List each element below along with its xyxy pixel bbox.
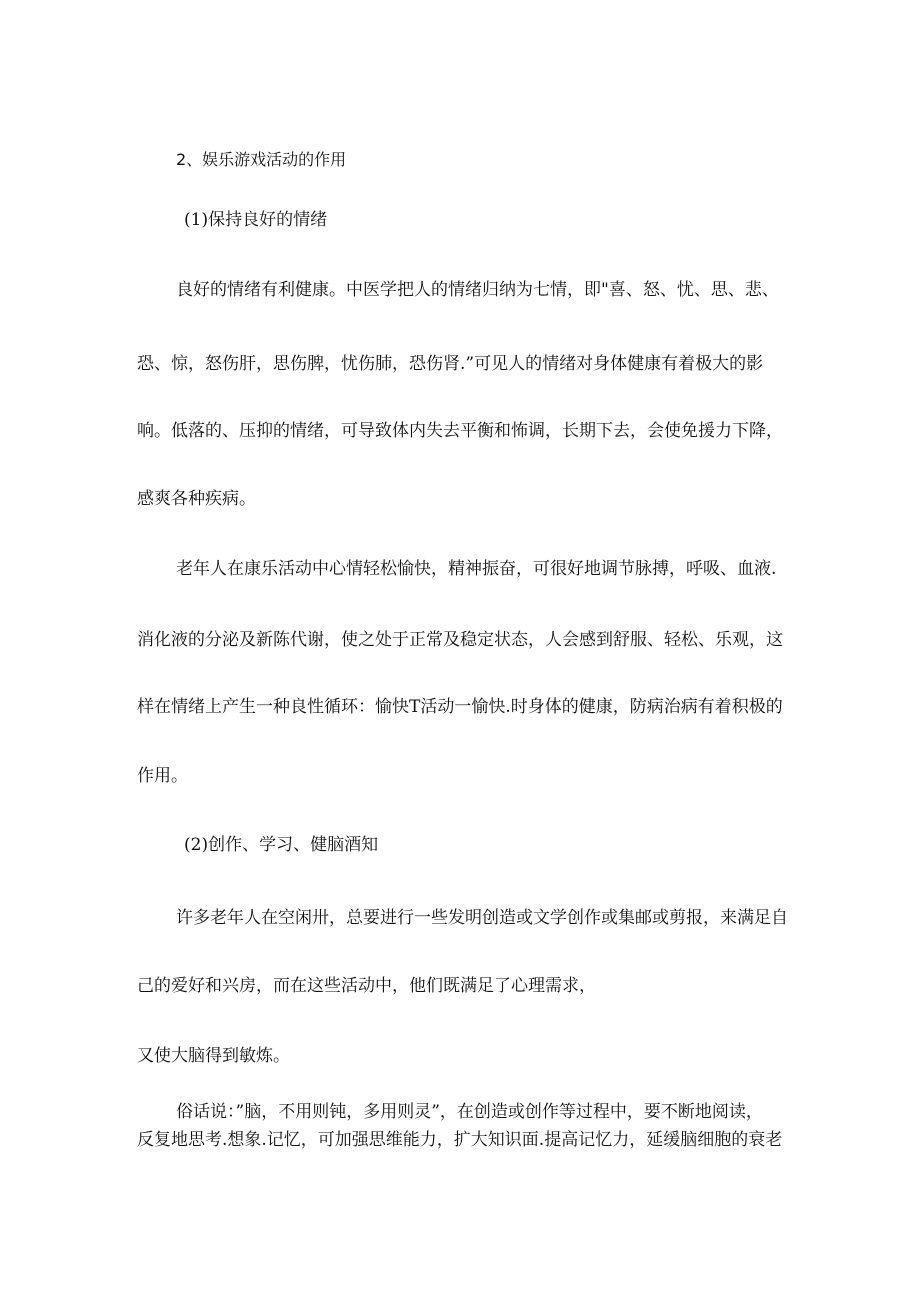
paragraph-line: 老年人在康乐活动中心情轻松愉快，精神振奋，可很好地调节脉搏，呼吸、血液.	[176, 559, 777, 579]
paragraph-line: 良好的情绪有利健康。中医学把人的情绪归纳为七情，即"喜、怒、忧、思、悲、	[176, 280, 779, 300]
paragraph-line: 又使大脑得到敏炼。	[137, 1046, 290, 1066]
paragraph-line: 己的爱好和兴房，而在这些活动中，他们既满足了心理需求，	[137, 976, 596, 996]
paragraph-line: 消化液的分泌及新陈代谢，使之处于正常及稳定状态，人会感到舒服、轻松、乐观，这	[137, 630, 783, 650]
paragraph-line: 反复地思考.想象.记忆，可加强思维能力，扩大知识面.提高记忆力，延缓脑细胞的衰老	[137, 1130, 783, 1150]
paragraph-line: 作用。	[137, 766, 188, 786]
paragraph-line: 许多老年人在空闲卅，总要进行一些发明创造或文学创作或集邮或剪报，来满足自	[176, 908, 788, 928]
paragraph-line: 感爽各种疾病。	[137, 489, 256, 509]
paragraph-line: 样在情绪上产生一种良性循环：愉快T活动一愉快.时身体的健康，防病治病有着积极的	[137, 697, 783, 717]
subheading-emotion: (1)保持良好的情绪	[184, 210, 328, 230]
section-heading: 2、娱乐游戏活动的作用	[176, 150, 347, 169]
paragraph-line: 响。低落的、压抑的情绪，可导致体内失去平衡和怖调，长期下去，会使免援力下降，	[137, 421, 783, 441]
paragraph-line: 恐、惊，怒伤肝，思伤脾，忧伤肺，恐伤肾.”可见人的情绪对身体健康有着极大的影	[137, 354, 764, 374]
subheading-creation-learning: (2)创作、学习、健脑酒知	[184, 835, 379, 855]
paragraph-line: 俗话说：”脑，不用则钝，多用则灵”，在创造或创作等过程中，要不断地阅读，	[176, 1102, 763, 1122]
